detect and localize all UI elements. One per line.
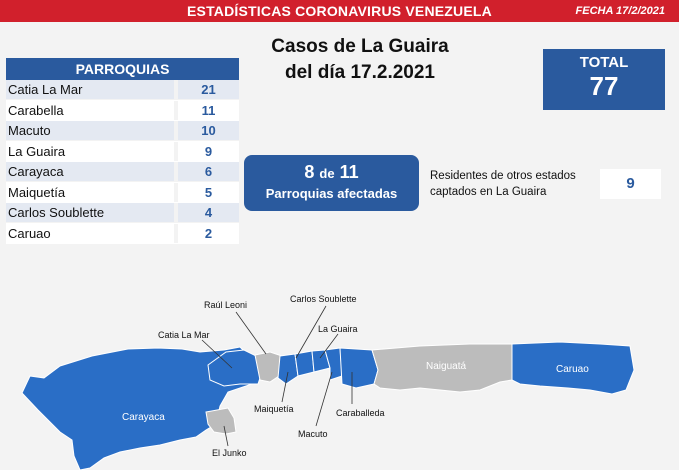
parroquia-name: Carlos Soublette	[6, 203, 174, 222]
parroquia-name: Caruao	[6, 224, 174, 243]
map-label-catia-la-mar: Catia La Mar	[158, 330, 210, 340]
map-label-maiquetia: Maiquetía	[254, 404, 294, 414]
parroquia-value: 5	[178, 183, 239, 202]
map-label-macuto: Macuto	[298, 429, 328, 439]
heading-line-2: del día 17.2.2021	[285, 62, 435, 83]
map-label-carayaca: Carayaca	[122, 412, 165, 423]
parroquia-value: 4	[178, 203, 239, 222]
affected-label: Parroquias afectadas	[265, 186, 398, 201]
parroquia-name: Carayaca	[6, 162, 174, 181]
map-region-caraballeda	[340, 348, 378, 388]
parroquia-value: 9	[178, 142, 239, 161]
parroquia-value: 10	[178, 121, 239, 140]
map-region-el-junko	[206, 408, 236, 434]
header-title: ESTADÍSTICAS CORONAVIRUS VENEZUELA	[187, 3, 492, 19]
parroquia-name: Carabella	[6, 101, 174, 120]
parroquia-name: Maiquetía	[6, 183, 174, 202]
map-label-naiguata: Naiguatá	[426, 361, 467, 372]
parroquia-value: 21	[178, 80, 239, 99]
map-region-maiquetia	[278, 354, 298, 384]
map-label-raul-leoni: Raúl Leoni	[204, 300, 248, 310]
parroquia-name: Macuto	[6, 121, 174, 140]
map-label-la-guaira: La Guaira	[318, 324, 358, 334]
header-date: FECHA 17/2/2021	[575, 5, 665, 17]
residents-label: Residentes de otros estados captados en La Guaira	[430, 170, 576, 198]
affected-total: 11	[339, 162, 359, 182]
total-label: TOTAL	[579, 54, 629, 71]
map-label-caruao: Caruao	[556, 364, 589, 375]
affected-of: de	[319, 166, 335, 181]
parroquia-value: 2	[178, 224, 239, 243]
total-value: 77	[589, 71, 619, 101]
heading-line-1: Casos de La Guaira	[271, 36, 449, 57]
map-label-carlos-soublette: Carlos Soublette	[290, 294, 357, 304]
parroquia-name: Catia La Mar	[6, 80, 174, 99]
parroquia-name: La Guaira	[6, 142, 174, 161]
map-label-caraballeda: Caraballeda	[336, 408, 385, 418]
parroquia-value: 11	[178, 101, 239, 120]
affected-count: 8	[304, 162, 315, 182]
leader-macuto	[316, 372, 332, 426]
parroquias-header: PARROQUIAS	[6, 58, 239, 80]
parroquia-value: 6	[178, 162, 239, 181]
residents-value: 9	[600, 169, 661, 199]
map-label-el-junko: El Junko	[212, 448, 247, 458]
